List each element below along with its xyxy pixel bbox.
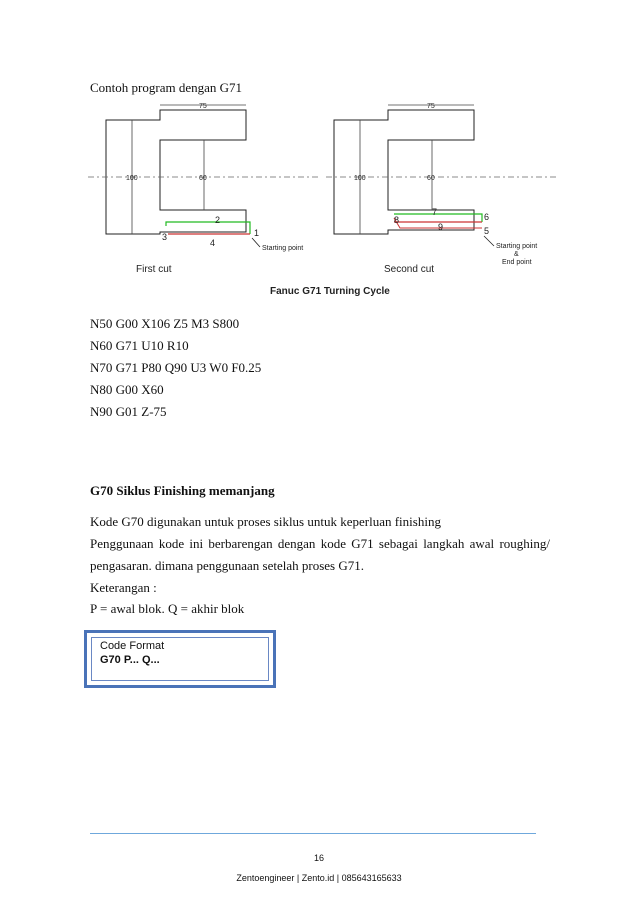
first-cut-start-leader <box>252 238 260 247</box>
second-cut-label-6: 6 <box>484 212 490 222</box>
g71-turning-cycle-figure <box>88 100 558 300</box>
second-cut-dim-60: 60 <box>427 175 435 182</box>
first-cut-label-4: 4 <box>210 238 216 248</box>
section-heading: G70 Siklus Finishing memanjang <box>90 483 275 498</box>
second-cut-label-5: 5 <box>484 226 490 236</box>
program-line: N70 G71 P80 Q90 U3 W0 F0.25 <box>90 360 262 375</box>
first-cut-caption: First cut <box>136 264 172 275</box>
first-cut-outline <box>106 110 246 234</box>
first-cut-start-label: Starting point <box>262 245 304 252</box>
program-line: N90 G01 Z-75 <box>90 404 167 419</box>
footer-rule <box>90 833 536 834</box>
paragraph: P = awal blok. Q = akhir blok <box>90 601 245 616</box>
paragraph: Keterangan : <box>90 580 157 595</box>
figure-title: Fanuc G71 Turning Cycle <box>270 286 390 297</box>
second-cut-dim-75: 75 <box>427 103 435 110</box>
code-format-inner <box>91 637 269 681</box>
first-cut-label-1: 1 <box>254 228 260 238</box>
second-cut-dim-100: 100 <box>354 175 366 182</box>
page-number: 16 <box>313 853 324 863</box>
second-cut-green-path <box>394 214 482 222</box>
second-cut-outline <box>334 110 474 234</box>
paragraph: Penggunaan kode ini berbarengan dengan kode G71 sebagai langkah awal roughing/ <box>90 536 550 551</box>
second-cut-label-7: 7 <box>432 207 438 217</box>
second-cut-start-label-1: Starting point <box>496 243 538 250</box>
first-cut-dim-60: 60 <box>199 175 207 182</box>
first-cut-label-3: 3 <box>162 232 168 242</box>
second-cut-diagram <box>334 110 474 234</box>
first-cut-diagram <box>106 110 246 234</box>
second-cut-caption: Second cut <box>384 264 435 275</box>
second-cut-label-9: 9 <box>438 222 444 232</box>
second-cut-label-8: 8 <box>394 215 400 225</box>
program-line: N50 G00 X106 Z5 M3 S800 <box>90 316 240 331</box>
paragraph: pengasaran. dimana penggunaan setelah proses G71. <box>90 558 364 573</box>
first-cut-dim-75: 75 <box>199 103 207 110</box>
program-line: N60 G71 U10 R10 <box>90 338 189 353</box>
first-cut-dim-100: 100 <box>126 175 138 182</box>
paragraph: Kode G70 digunakan untuk proses siklus untuk keperluan finishing <box>90 514 441 529</box>
second-cut-start-label-3: End point <box>502 259 532 266</box>
code-format-syntax: G70 P... Q... <box>100 654 160 666</box>
second-cut-start-leader <box>484 236 494 246</box>
second-cut-start-label-2: & <box>514 251 519 258</box>
intro-text: Contoh program dengan G71 <box>90 80 243 95</box>
program-line: N80 G00 X60 <box>90 382 164 397</box>
code-format-box <box>84 630 276 688</box>
footer-text: Zentoengineer | Zento.id | 085643165633 <box>236 873 402 883</box>
code-format-label: Code Format <box>100 640 165 652</box>
first-cut-label-2: 2 <box>215 215 221 225</box>
